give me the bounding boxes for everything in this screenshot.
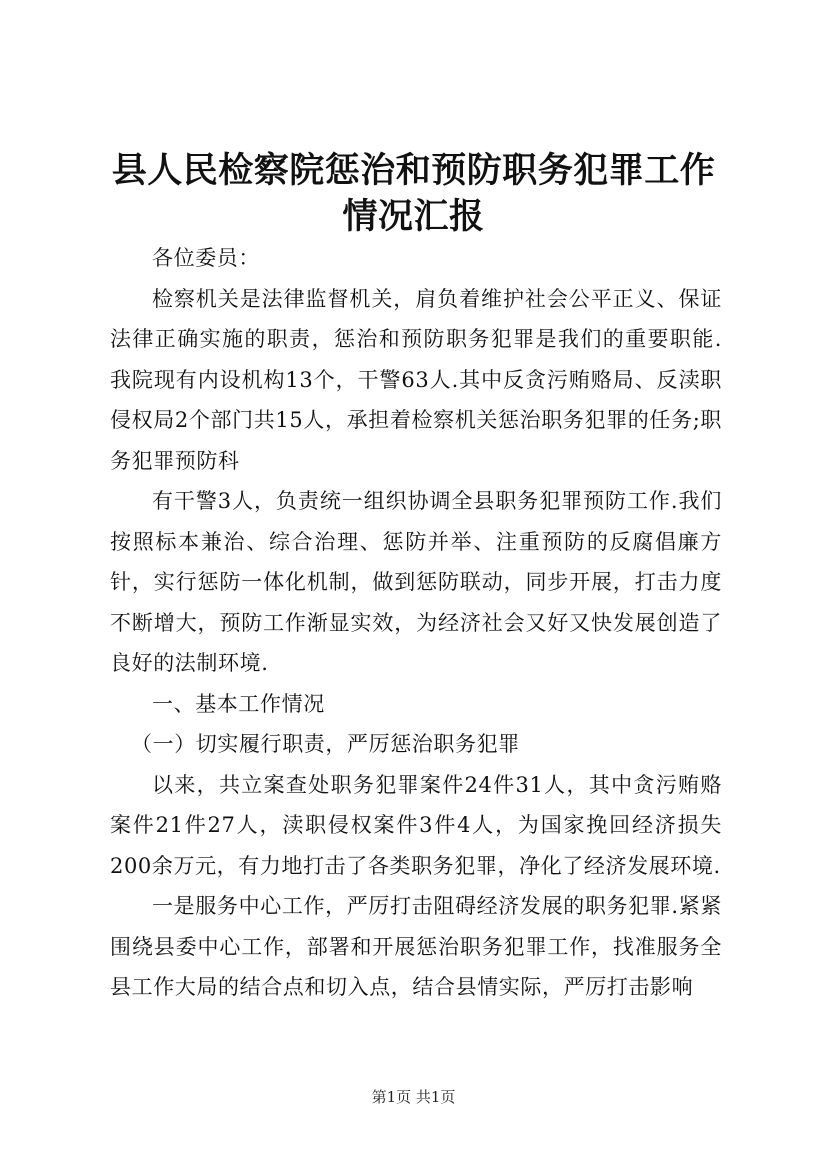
paragraph-point-one: 一是服务中心工作，严厉打击阻碍经济发展的职务犯罪.紧紧围绕县委中心工作，部署和开展惩治职务犯罪工作，找准服务全县工作大局的结合点和切入点，结合县情实际，严厉打击影响	[110, 894, 722, 999]
paragraph-prevention-staff: 有干警3人，负责统一组织协调全县职务犯罪预防工作.我们按照标本兼治、综合治理、惩防并举、注重预防的反腐倡廉方针，实行惩防一体化机制，做到惩防联动，同步开展，打击力度不断增大，预防工作渐显实效，为经济社会又好又快发展创造了良好的法制环境.	[110, 489, 722, 675]
page-number-footer: 第1页 共1页	[371, 1088, 456, 1106]
paragraph-intro: 检察机关是法律监督机关，肩负着维护社会公平正义、保证法律正确实施的职责，惩治和预防职务犯罪是我们的重要职能.我院现有内设机构13个，干警63人.其中反贪污贿赂局、反渎职侵权局2个部门共15人，承担着检察机关惩治职务犯罪的任务;职务犯罪预防科	[110, 286, 722, 473]
subsection-heading: （一）切实履行职责，严厉惩治职务犯罪	[131, 732, 520, 756]
paragraph-case-statistics: 以来，共立案查处职务犯罪案件24件31人，其中贪污贿赂案件21件27人，渎职侵权案件3件4人，为国家挽回经济损失200余万元，有力地打击了各类职务犯罪，净化了经济发展环境.	[110, 772, 722, 878]
document-title: 县人民检察院惩治和预防职务犯罪工作情况汇报	[111, 150, 716, 237]
section-heading: 一、基本工作情况	[152, 691, 325, 716]
salutation: 各位委员：	[152, 246, 260, 270]
document-body	[110, 238, 722, 1008]
